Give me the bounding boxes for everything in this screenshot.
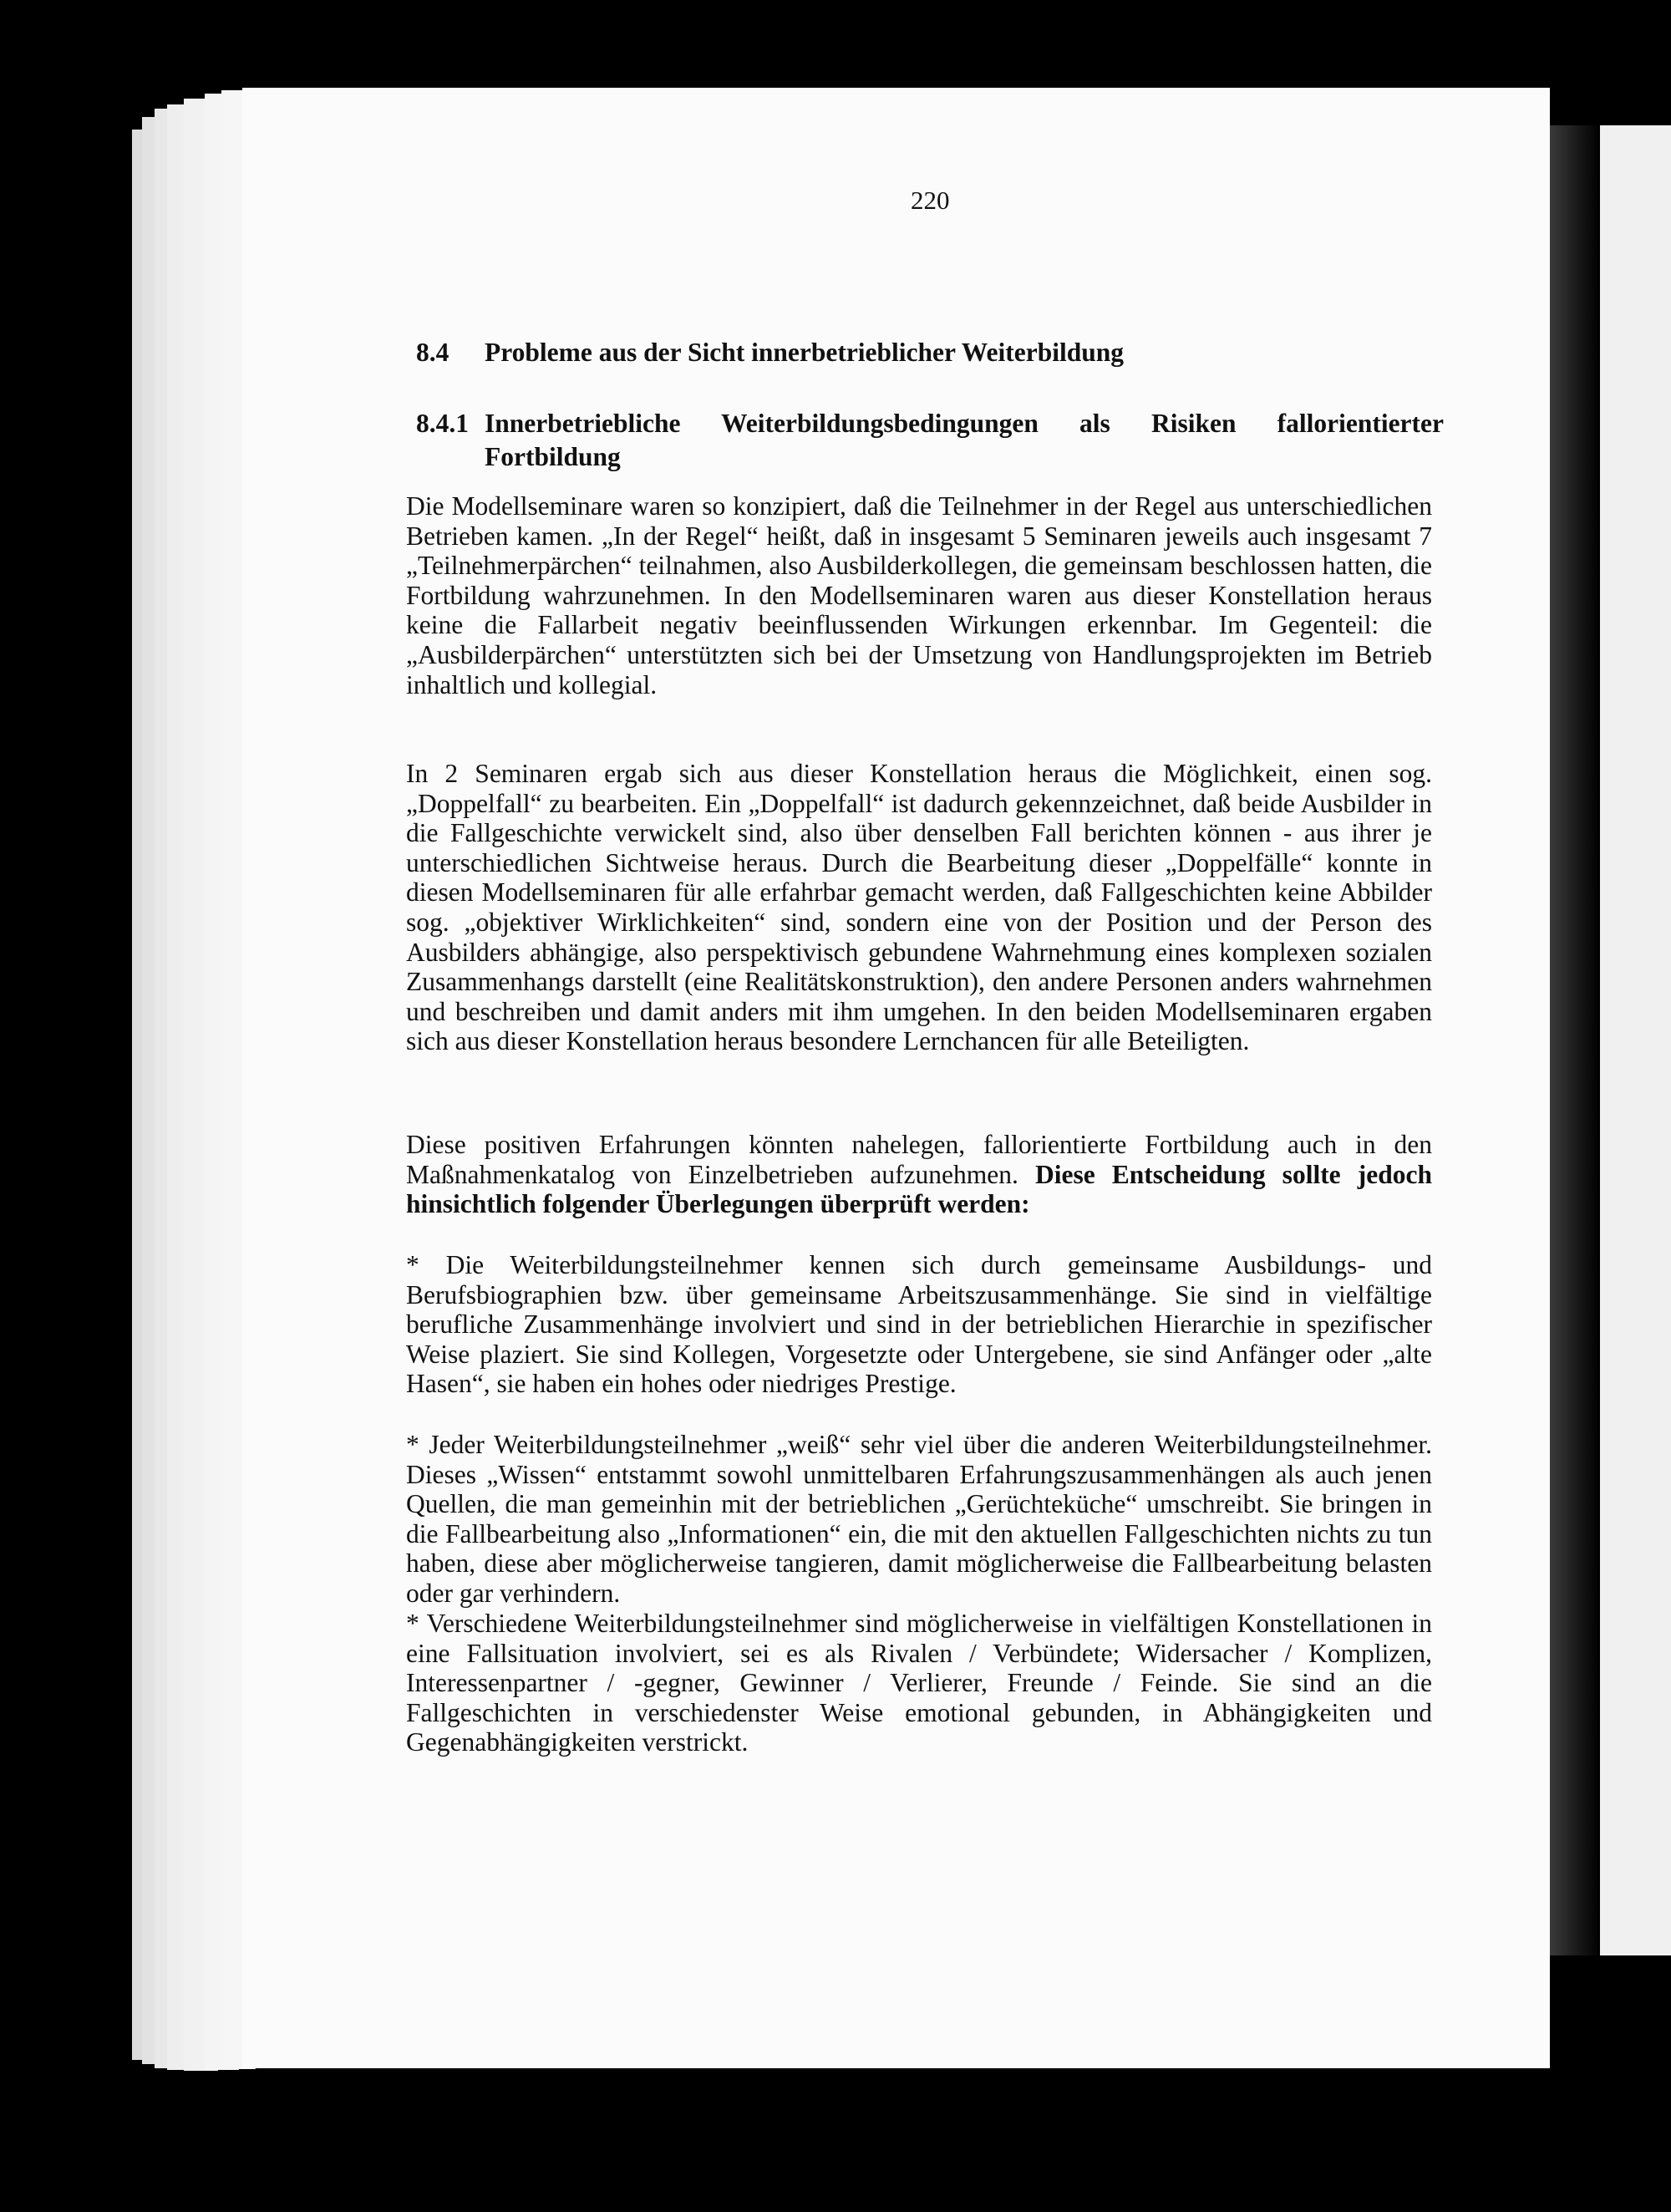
section-number: 8.4 bbox=[416, 338, 449, 367]
paragraph: Die Modellseminare waren so konzipiert, daß die Teilnehmer in der Regel aus unterschiedlichen Betrieben kamen. „In der Regel“ heißt, daß in insgesamt 5 Seminaren jeweils auch insgesamt 7 „Teilnehmerpärchen“ teilnahmen, also Ausbilderkollegen, die gemeinsam beschlossen hatten, die Fortbildung wahrzunehmen. In den Modellseminaren waren aus dieser Konstellation heraus keine die Fallarbeit negativ beeinflussenden Wirkungen erkennbar. Im Gegenteil: die „Ausbilderpärchen“ unterstützten sich bei der Umsetzung von Handlungsprojekten im Betrieb inhaltlich und kollegial. bbox=[406, 491, 1432, 699]
book-spine bbox=[1550, 125, 1600, 1955]
subsection-title: Innerbetriebliche Weiterbildungsbedingungen als Risiken fallorientierter Fortbildung bbox=[485, 409, 1444, 471]
paragraph: In 2 Seminaren ergab sich aus dieser Konstellation heraus die Möglichkeit, einen sog. „Doppelfall“ zu bearbeiten. Ein „Doppelfall“ ist dadurch gekennzeichnet, daß beide Ausbilder in die Fallgeschichte verwickelt sind, also über denselben Fall berichten können - aus ihrer je unterschiedlichen Sichtweise heraus. Durch die Bearbeitung dieser „Doppelfälle“ konnte in diesen Modellseminaren für alle erfahrbar gemacht werden, daß Fallgeschichten keine Abbilder sog. „objektiver Wirklichkeiten“ sind, sondern eine von der Position und der Person des Ausbilders abhängige, also perspektivisch gebundene Wahrnehmung eines komplexen sozialen Zusammenhangs darstellt (eine Realitätskonstruktion), den andere Personen anders wahrnehmen und beschreiben und damit anders mit ihm umgehen. In den beiden Modellseminaren ergaben sich aus dieser Konstellation heraus besondere Lernchancen für alle Beteiligten. bbox=[406, 759, 1432, 1056]
bullet-paragraph: * Verschiedene Weiterbildungsteilnehmer sind möglicherweise in vielfältigen Konstellationen in eine Fallsituation involviert, sei es als Rivalen / Verbündete; Widersacher / Komplizen, Interessenpartner / -gegner, Gewinner / Verlierer, Freunde / Feinde. Sie sind an die Fallgeschichten in verschiedenster Weise emotional gebunden, in Abhängigkeiten und Gegenabhängigkeiten verstrickt. bbox=[406, 1609, 1432, 1757]
section-heading bbox=[416, 336, 1452, 369]
section-title: Probleme aus der Sicht innerbetrieblicher Weiterbildung bbox=[485, 338, 1125, 367]
subsection-number: 8.4.1 bbox=[416, 409, 469, 438]
facing-page bbox=[1600, 125, 1671, 1955]
subsection-heading bbox=[416, 407, 1452, 474]
paragraph-bold-text: Diese Entscheidung sollte jedoch hinsichtlich folgender Überlegungen überprüft werden: bbox=[406, 1159, 1432, 1219]
paragraph bbox=[406, 1130, 1432, 1219]
book-page bbox=[242, 88, 1550, 2068]
paragraph-text: Diese positiven Erfahrungen könnten nahelegen, fallorientierte Fortbildung auch in den Maßnahmenkatalog von Einzelbetrieben aufzunehmen. bbox=[406, 1130, 1432, 1189]
page-number: 220 bbox=[911, 186, 950, 215]
bullet-paragraph: * Die Weiterbildungsteilnehmer kennen sich durch gemeinsame Ausbildungs- und Berufsbiographien bzw. über gemeinsame Arbeitszusammenhänge. Sie sind in vielfältige berufliche Zusammenhänge involviert und sind in der betrieblichen Hierarchie in spezifischer Weise plaziert. Sie sind Kollegen, Vorgesetzte oder Untergebene, sie sind Anfänger oder „alte Hasen“, sie haben ein hohes oder niedriges Prestige. bbox=[406, 1250, 1432, 1399]
bullet-paragraph: * Jeder Weiterbildungsteilnehmer „weiß“ sehr viel über die anderen Weiterbildungsteilnehmer. Dieses „Wissen“ entstammt sowohl unmittelbaren Erfahrungszusammenhängen als auch jenen Quellen, die man gemeinhin mit der betrieblichen „Gerüchteküche“ umschreibt. Sie bringen in die Fallbearbeitung also „Informationen“ ein, die mit den aktuellen Fallgeschichten nichts zu tun haben, diese aber möglicherweise tangieren, damit möglicherweise die Fallbearbeitung belasten oder gar verhindern. bbox=[406, 1430, 1432, 1608]
